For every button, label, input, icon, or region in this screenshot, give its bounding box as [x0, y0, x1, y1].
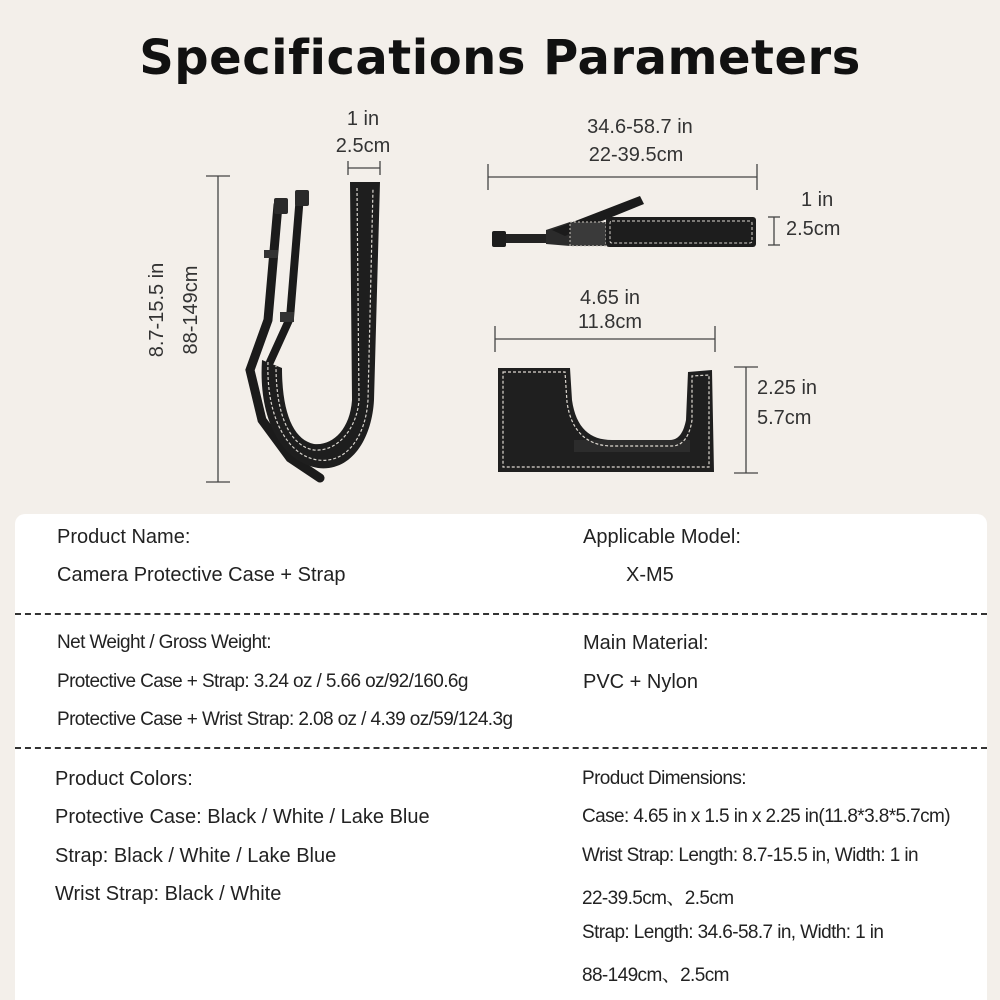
- dimensions-label: Product Dimensions:: [582, 768, 746, 789]
- wrist-length-inch: 34.6-58.7 in: [587, 116, 693, 138]
- applicable-model-value: X-M5: [626, 564, 674, 586]
- dimensions-line: 22-39.5cm、2.5cm: [582, 888, 734, 909]
- strap-width-cm: 2.5cm: [335, 135, 391, 157]
- colors-label: Product Colors:: [55, 768, 193, 790]
- wrist-strap-image: [492, 196, 756, 247]
- product-name-value: Camera Protective Case + Strap: [57, 564, 346, 586]
- case-length-inch: 4.65 in: [579, 287, 641, 309]
- case-height-cm: 5.7cm: [757, 407, 812, 429]
- strap-length-inch: 8.7-15.5 in: [146, 262, 168, 358]
- case-height-inch: 2.25 in: [757, 377, 818, 399]
- weight-label: Net Weight / Gross Weight:: [57, 632, 271, 653]
- divider: [15, 613, 987, 615]
- weight-line: Protective Case + Strap: 3.24 oz / 5.66 oz/92/160.6g: [57, 671, 468, 692]
- dimensions-line: Strap: Length: 34.6-58.7 in, Width: 1 in: [582, 922, 884, 943]
- dimensions-line: Wrist Strap: Length: 8.7-15.5 in, Width: 1 in: [582, 845, 918, 866]
- case-length-cm: 11.8cm: [577, 311, 643, 333]
- wrist-width-cm: 2.5cm: [786, 218, 841, 240]
- page-title: Specifications Parameters: [139, 30, 861, 86]
- material-label: Main Material:: [583, 632, 709, 654]
- weight-line: Protective Case + Wrist Strap: 2.08 oz / 4.39 oz/59/124.3g: [57, 709, 513, 730]
- dimensions-line: 88-149cm、2.5cm: [582, 965, 729, 986]
- product-name-label: Product Name:: [57, 526, 191, 548]
- colors-line: Protective Case: Black / White / Lake Blue: [55, 806, 430, 828]
- strap-length-cm: 88-149cm: [180, 265, 202, 355]
- dimensions-line: Case: 4.65 in x 1.5 in x 2.25 in(11.8*3.8*5.7cm): [582, 806, 950, 827]
- material-value: PVC + Nylon: [583, 671, 699, 693]
- applicable-model-label: Applicable Model:: [583, 526, 741, 548]
- colors-line: Strap: Black / White / Lake Blue: [55, 845, 337, 867]
- divider: [15, 747, 987, 749]
- wrist-length-cm: 22-39.5cm: [588, 144, 684, 166]
- colors-line: Wrist Strap: Black / White: [55, 883, 282, 905]
- camera-case-image: [498, 368, 714, 472]
- wrist-width-inch: 1 in: [801, 189, 834, 211]
- neck-strap-image: [250, 182, 380, 478]
- strap-width-inch: 1 in: [346, 108, 380, 130]
